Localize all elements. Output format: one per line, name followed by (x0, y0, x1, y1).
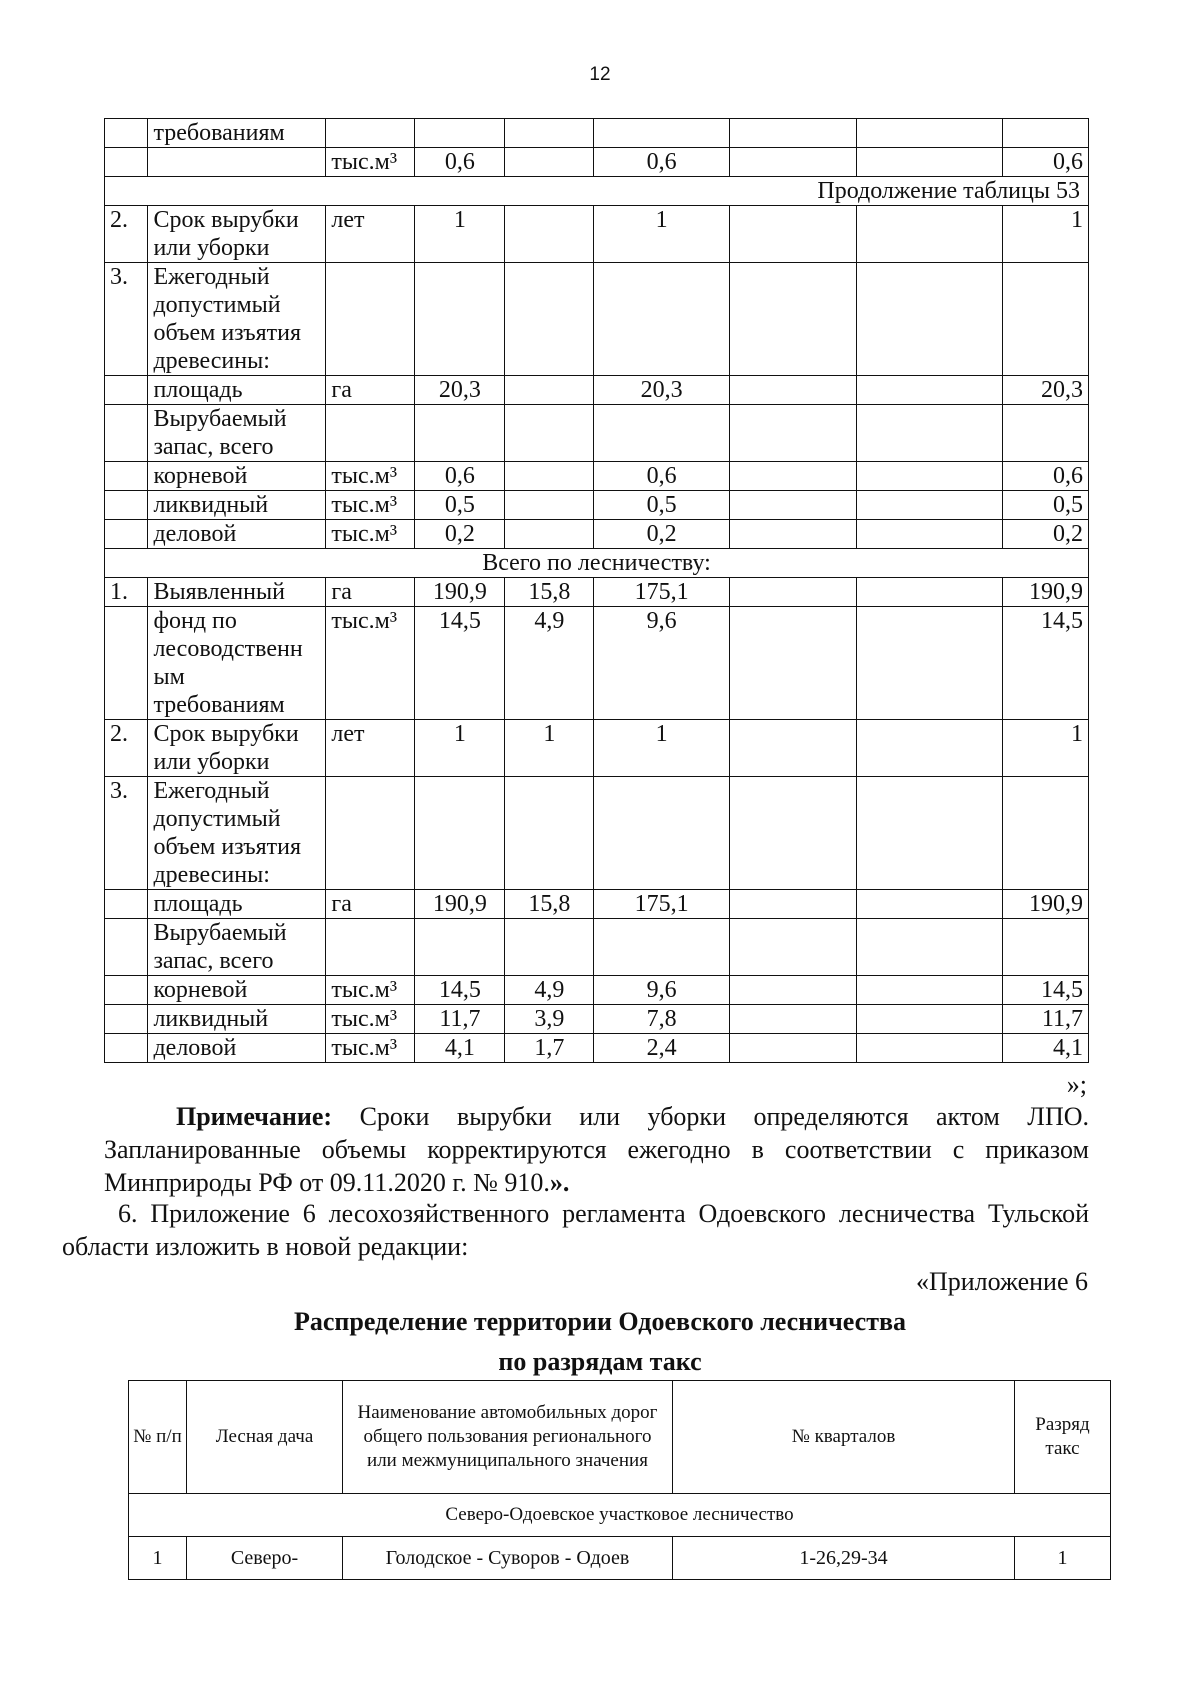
value-cell (729, 890, 856, 919)
table-row (105, 376, 1089, 405)
value-cell (505, 491, 594, 520)
value-cell (857, 720, 1003, 777)
value-cell: 0,6 (594, 148, 730, 177)
row-number (105, 1034, 148, 1063)
value-cell (505, 376, 594, 405)
value-cell: 1 (594, 206, 730, 263)
value-cell (415, 263, 505, 376)
value-cell: 175,1 (594, 578, 730, 607)
row-label: ликвидный (148, 1005, 326, 1034)
value-cell: 7,8 (594, 1005, 730, 1034)
value-cell (505, 148, 594, 177)
tax-category-table (128, 1380, 1111, 1580)
value-cell (729, 405, 856, 462)
value-cell: 0,2 (594, 520, 730, 549)
unit-cell (326, 405, 415, 462)
value-cell: 0,5 (1003, 491, 1089, 520)
row-number (105, 376, 148, 405)
value-cell (729, 376, 856, 405)
value-cell (857, 1034, 1003, 1063)
row-label: корневой (148, 462, 326, 491)
row-label: Вырубаемый запас, всего (148, 919, 326, 976)
value-cell: 1 (1003, 720, 1089, 777)
table-cell: Голодское - Суворов - Одоев (343, 1537, 673, 1580)
table2-title-line2: по разрядам такс (498, 1347, 702, 1376)
caption-row (105, 549, 1089, 578)
value-cell (1003, 777, 1089, 890)
value-cell (1003, 919, 1089, 976)
header-cell: Лесная дача (187, 1381, 343, 1494)
caption-row (105, 177, 1089, 206)
row-label: корневой (148, 976, 326, 1005)
value-cell (415, 777, 505, 890)
row-label: площадь (148, 890, 326, 919)
value-cell: 15,8 (505, 890, 594, 919)
row-number (105, 520, 148, 549)
row-number: 1. (105, 578, 148, 607)
row-number: 3. (105, 263, 148, 376)
value-cell: 0,2 (1003, 520, 1089, 549)
unit-cell (326, 919, 415, 976)
unit-cell: тыс.м³ (326, 1005, 415, 1034)
value-cell (857, 263, 1003, 376)
row-number (105, 491, 148, 520)
value-cell: 14,5 (1003, 607, 1089, 720)
note-label: Примечание: (176, 1102, 333, 1131)
value-cell (729, 263, 856, 376)
value-cell: 190,9 (1003, 890, 1089, 919)
unit-cell: лет (326, 206, 415, 263)
table-row (105, 578, 1089, 607)
value-cell: 190,9 (415, 578, 505, 607)
page-number: 12 (589, 64, 611, 85)
table-row (105, 148, 1089, 177)
value-cell: 14,5 (415, 607, 505, 720)
value-cell: 0,6 (1003, 462, 1089, 491)
row-label: требованиям (148, 119, 326, 148)
value-cell: 1 (505, 720, 594, 777)
note-closing: ». (549, 1168, 570, 1197)
value-cell (729, 777, 856, 890)
value-cell: 190,9 (415, 890, 505, 919)
table-row (105, 607, 1089, 720)
row-label: Ежегодный допустимый объем изъятия древесины: (148, 263, 326, 376)
table-row (105, 720, 1089, 777)
unit-cell: лет (326, 720, 415, 777)
header-cell: Наименование автомобильных дорог общего пользования регионального или межмуниципального значения (343, 1381, 673, 1494)
value-cell (857, 462, 1003, 491)
value-cell: 175,1 (594, 890, 730, 919)
table-cell: 1 (129, 1537, 187, 1580)
table-row (105, 1034, 1089, 1063)
value-cell (505, 462, 594, 491)
total-caption: Всего по лесничеству: (105, 549, 1089, 578)
unit-cell: тыс.м³ (326, 976, 415, 1005)
unit-cell: тыс.м³ (326, 462, 415, 491)
row-number (105, 976, 148, 1005)
table-cell: 1-26,29-34 (673, 1537, 1015, 1580)
value-cell: 20,3 (1003, 376, 1089, 405)
value-cell (729, 148, 856, 177)
row-label: фонд по лесоводственн ым требованиям (148, 607, 326, 720)
value-cell: 1,7 (505, 1034, 594, 1063)
value-cell: 20,3 (415, 376, 505, 405)
value-cell (729, 1005, 856, 1034)
row-number (105, 607, 148, 720)
unit-cell: тыс.м³ (326, 491, 415, 520)
value-cell (594, 263, 730, 376)
value-cell: 1 (594, 720, 730, 777)
value-cell (505, 263, 594, 376)
unit-cell (326, 263, 415, 376)
note-text: Сроки вырубки или уборки определяются актом ЛПО. Запланированные объемы корректируются ежегодно в соответствии с приказом Минприроды РФ от 09.11.2020 г. № 910. (104, 1102, 1089, 1197)
value-cell (729, 578, 856, 607)
table-cell: 1 (1015, 1537, 1111, 1580)
value-cell (729, 720, 856, 777)
table-row (105, 976, 1089, 1005)
table-row (105, 890, 1089, 919)
row-label: площадь (148, 376, 326, 405)
table-row (105, 520, 1089, 549)
table-cell: Северо- (187, 1537, 343, 1580)
value-cell (729, 206, 856, 263)
table-header-row (129, 1381, 1111, 1494)
table-row (105, 777, 1089, 890)
value-cell (857, 405, 1003, 462)
item-6-paragraph: 6. Приложение 6 лесохозяйственного регламента Одоевского лесничества Тульской области изложить в новой редакции: (62, 1199, 1089, 1261)
value-cell: 4,1 (1003, 1034, 1089, 1063)
table-row (105, 491, 1089, 520)
value-cell (857, 578, 1003, 607)
value-cell (594, 777, 730, 890)
row-number: 2. (105, 206, 148, 263)
value-cell (729, 919, 856, 976)
value-cell (857, 976, 1003, 1005)
value-cell: 0,6 (1003, 148, 1089, 177)
section-caption: Северо-Одоевское участковое лесничество (129, 1494, 1111, 1537)
value-cell: 0,6 (415, 148, 505, 177)
header-cell: № кварталов (673, 1381, 1015, 1494)
unit-cell: га (326, 376, 415, 405)
closing-quote: »; (1066, 1070, 1087, 1099)
value-cell (1003, 263, 1089, 376)
value-cell (505, 520, 594, 549)
value-cell (857, 607, 1003, 720)
value-cell (857, 890, 1003, 919)
row-number (105, 1005, 148, 1034)
value-cell: 11,7 (1003, 1005, 1089, 1034)
unit-cell: тыс.м³ (326, 520, 415, 549)
value-cell (505, 206, 594, 263)
value-cell (857, 376, 1003, 405)
value-cell: 1 (415, 206, 505, 263)
row-number (105, 462, 148, 491)
value-cell (505, 405, 594, 462)
value-cell: 0,5 (415, 491, 505, 520)
table-row (105, 919, 1089, 976)
header-cell: Разряд такс (1015, 1381, 1111, 1494)
value-cell (415, 919, 505, 976)
value-cell (857, 1005, 1003, 1034)
row-label: Срок вырубки или уборки (148, 720, 326, 777)
value-cell: 14,5 (1003, 976, 1089, 1005)
row-number (105, 405, 148, 462)
row-label: Вырубаемый запас, всего (148, 405, 326, 462)
value-cell: 20,3 (594, 376, 730, 405)
unit-cell: га (326, 890, 415, 919)
table-row (105, 119, 1089, 148)
row-label: деловой (148, 1034, 326, 1063)
row-label: Срок вырубки или уборки (148, 206, 326, 263)
appendix-label: «Приложение 6 (915, 1267, 1088, 1296)
continuation-caption: Продолжение таблицы 53 (105, 177, 1089, 206)
unit-cell (326, 777, 415, 890)
value-cell: 11,7 (415, 1005, 505, 1034)
unit-cell: тыс.м³ (326, 1034, 415, 1063)
row-label: Выявленный (148, 578, 326, 607)
note-paragraph (104, 1100, 1089, 1199)
table2-title-line1: Распределение территории Одоевского лесничества (293, 1307, 907, 1336)
value-cell (857, 206, 1003, 263)
row-label: Ежегодный допустимый объем изъятия древесины: (148, 777, 326, 890)
table-row (105, 462, 1089, 491)
value-cell (857, 919, 1003, 976)
value-cell (505, 919, 594, 976)
row-label: деловой (148, 520, 326, 549)
value-cell (857, 520, 1003, 549)
value-cell: 0,5 (594, 491, 730, 520)
value-cell (729, 1034, 856, 1063)
value-cell: 0,6 (594, 462, 730, 491)
table-row (129, 1537, 1111, 1580)
value-cell (729, 976, 856, 1005)
value-cell (857, 148, 1003, 177)
value-cell (594, 919, 730, 976)
row-number (105, 890, 148, 919)
table-row (105, 263, 1089, 376)
value-cell (1003, 405, 1089, 462)
value-cell: 15,8 (505, 578, 594, 607)
value-cell (729, 491, 856, 520)
value-cell: 1 (1003, 206, 1089, 263)
value-cell (857, 491, 1003, 520)
table-row (105, 1005, 1089, 1034)
value-cell: 1 (415, 720, 505, 777)
unit-cell: га (326, 578, 415, 607)
row-number: 3. (105, 777, 148, 890)
value-cell: 9,6 (594, 607, 730, 720)
value-cell (505, 777, 594, 890)
value-cell: 4,9 (505, 976, 594, 1005)
value-cell: 2,4 (594, 1034, 730, 1063)
value-cell: 3,9 (505, 1005, 594, 1034)
table-row (105, 405, 1089, 462)
unit-cell: тыс.м³ (326, 607, 415, 720)
unit-cell: тыс.м³ (326, 148, 415, 177)
table-row (105, 206, 1089, 263)
row-label: ликвидный (148, 491, 326, 520)
row-number: 2. (105, 720, 148, 777)
value-cell: 9,6 (594, 976, 730, 1005)
value-cell (729, 607, 856, 720)
value-cell: 4,9 (505, 607, 594, 720)
value-cell (729, 520, 856, 549)
value-cell (594, 405, 730, 462)
forest-volume-table (104, 118, 1089, 1063)
value-cell (415, 405, 505, 462)
section-row (129, 1494, 1111, 1537)
row-number (105, 919, 148, 976)
value-cell: 0,6 (415, 462, 505, 491)
value-cell (729, 462, 856, 491)
value-cell: 0,2 (415, 520, 505, 549)
value-cell: 190,9 (1003, 578, 1089, 607)
header-cell: № п/п (129, 1381, 187, 1494)
value-cell (857, 777, 1003, 890)
value-cell: 14,5 (415, 976, 505, 1005)
value-cell: 4,1 (415, 1034, 505, 1063)
